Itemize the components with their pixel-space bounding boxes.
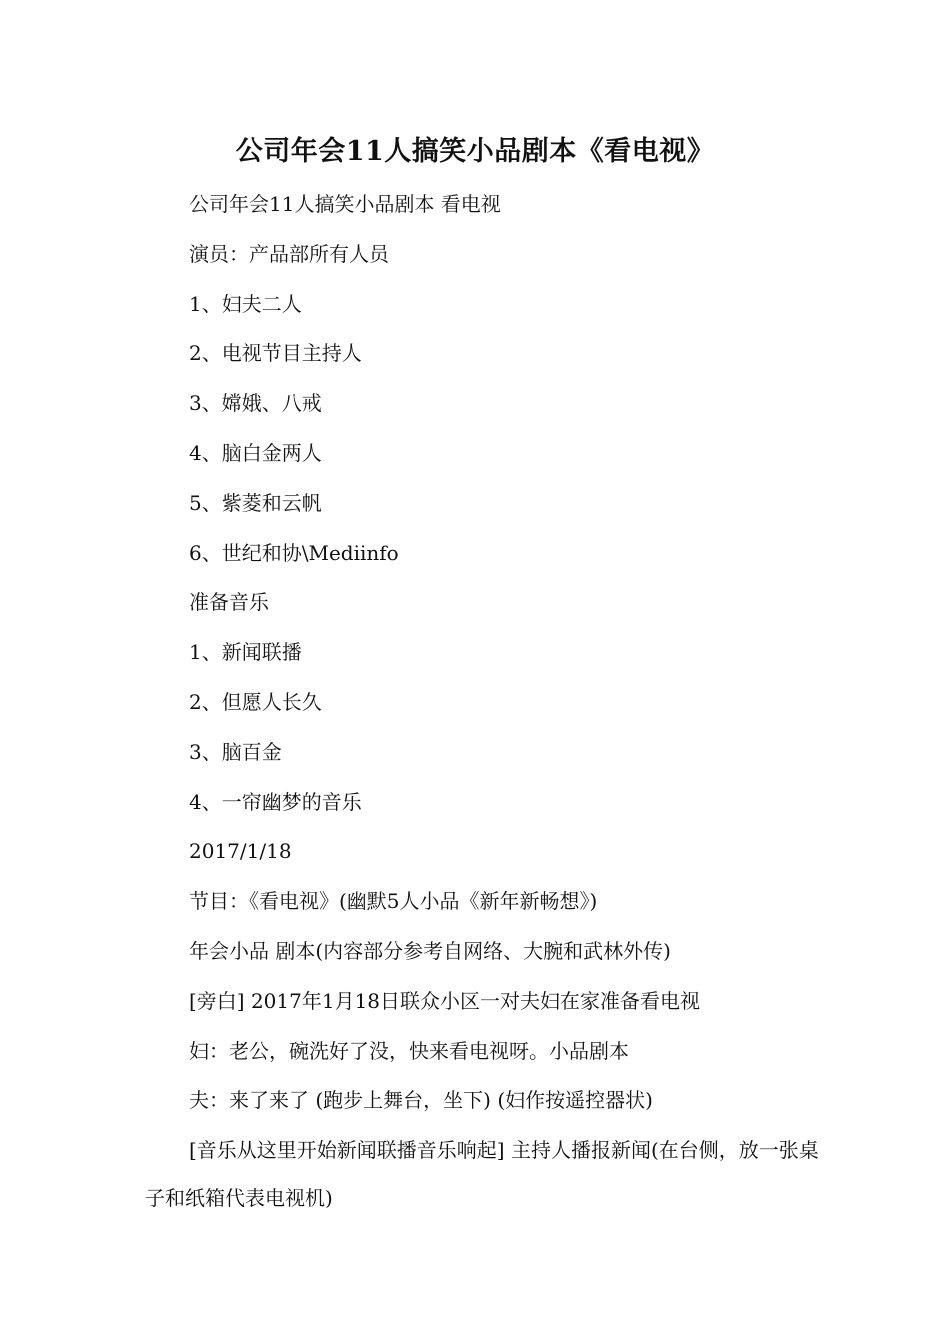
paragraph: 准备音乐 bbox=[189, 590, 269, 615]
paragraph: 2017/1/18 bbox=[189, 839, 292, 864]
paragraph: 5、紫菱和云帆 bbox=[189, 490, 322, 515]
paragraph: 公司年会11人搞笑小品剧本 看电视 bbox=[189, 192, 501, 216]
paragraph: 节目：《看电视》(幽默5人小品《新年新畅想》) bbox=[189, 889, 598, 914]
paragraph: 4、一帘幽梦的音乐 bbox=[189, 789, 362, 814]
document-body bbox=[145, 180, 825, 1222]
paragraph: 2、但愿人长久 bbox=[189, 689, 322, 714]
paragraph: 3、嫦娥、八戒 bbox=[189, 391, 322, 416]
paragraph: 妇：老公，碗洗好了没，快来看电视呀。小品剧本 bbox=[189, 1038, 629, 1063]
paragraph: 6、世纪和协\Mediinfo bbox=[189, 540, 399, 565]
document-title: 公司年会11人搞笑小品剧本《看电视》 bbox=[235, 136, 715, 167]
paragraph: 4、脑白金两人 bbox=[189, 440, 322, 465]
paragraph: 夫：来了来了 (跑步上舞台，坐下) (妇作按遥控器状) bbox=[189, 1088, 653, 1113]
paragraph: 3、脑百金 bbox=[189, 739, 282, 764]
paragraph: 年会小品 剧本(内容部分参考自网络、大腕和武林外传) bbox=[189, 938, 671, 963]
paragraph: 1、妇夫二人 bbox=[189, 291, 302, 316]
paragraph: [音乐从这里开始新闻联播音乐响起] 主持人播报新闻(在台侧，放一张桌子和纸箱代表电视机) bbox=[145, 1138, 819, 1211]
paragraph: [旁白] 2017年1月18日联众小区一对夫妇在家准备看电视 bbox=[189, 988, 701, 1013]
paragraph: 演员：产品部所有人员 bbox=[189, 241, 389, 266]
paragraph: 1、新闻联播 bbox=[189, 640, 302, 665]
paragraph: 2、电视节目主持人 bbox=[189, 341, 362, 366]
